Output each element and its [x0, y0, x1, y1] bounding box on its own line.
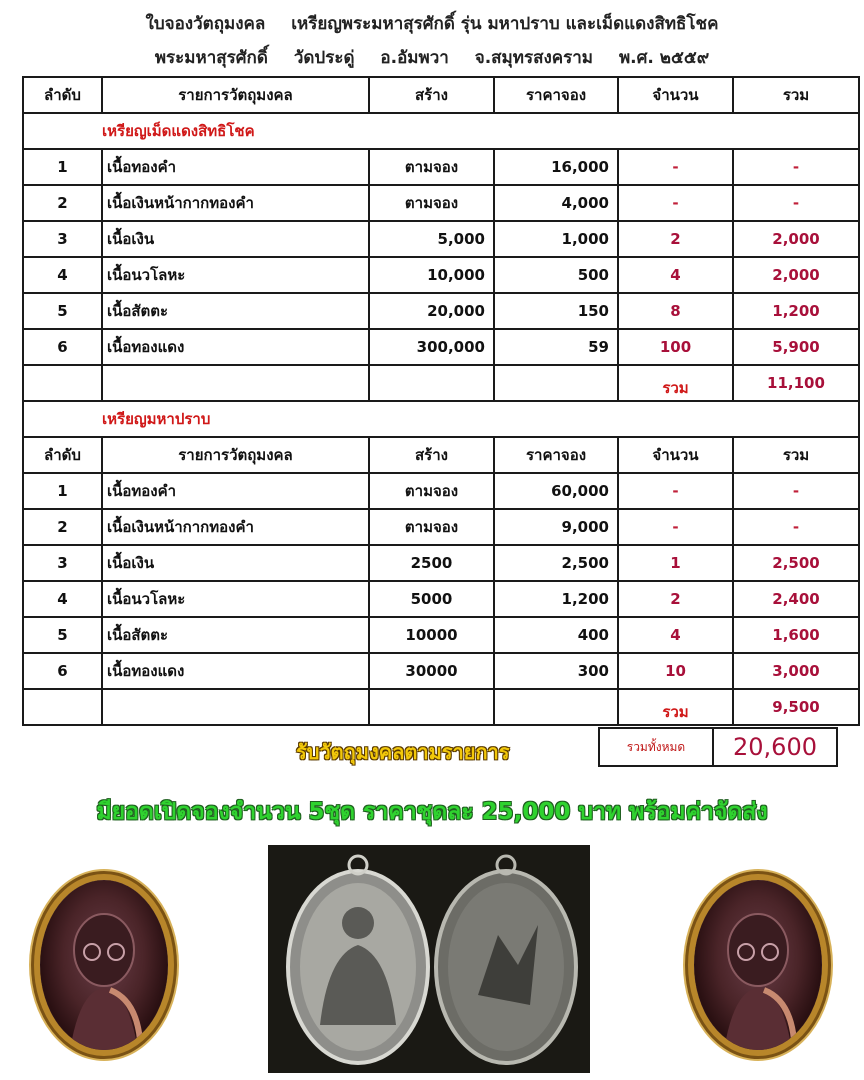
empty-cell: [102, 689, 369, 725]
row-price: 400: [494, 617, 618, 653]
row-made: ตามจอง: [369, 149, 494, 185]
table-header-row: [23, 77, 859, 113]
row-qty: -: [618, 185, 733, 221]
col-header-sum: รวม: [733, 437, 859, 473]
row-qty: 10: [618, 653, 733, 689]
grand-total-box: [598, 727, 838, 767]
table-row: [23, 617, 859, 653]
row-item: เนื้อทองคำ: [102, 473, 369, 509]
row-made: ตามจอง: [369, 185, 494, 221]
row-made: 10000: [369, 617, 494, 653]
monk-portrait-icon: [694, 880, 822, 1050]
row-sum: 3,000: [733, 653, 859, 689]
row-sum: 2,400: [733, 581, 859, 617]
row-sum: -: [733, 149, 859, 185]
row-made: ตามจอง: [369, 473, 494, 509]
promo-text: มียอดเปิดจองจำนวน 5ชุด ราคาชุดละ 25,000 บาท พร้อมค่าจัดส่ง: [96, 799, 768, 825]
row-price: 1,000: [494, 221, 618, 257]
col-header-no: ลำดับ: [23, 77, 102, 113]
table-row: [23, 221, 859, 257]
row-qty: 4: [618, 617, 733, 653]
form-subtitle: [0, 44, 864, 71]
table-row: [23, 293, 859, 329]
row-made: 20,000: [369, 293, 494, 329]
row-price: 9,000: [494, 509, 618, 545]
col-header-made: สร้าง: [369, 77, 494, 113]
grand-total-label: รวมทั้งหมด: [598, 727, 712, 767]
row-made: 300,000: [369, 329, 494, 365]
row-item: เนื้อนวโลหะ: [102, 581, 369, 617]
col-header-sum: รวม: [733, 77, 859, 113]
section-title-row: [23, 401, 859, 437]
section-title-row: [23, 113, 859, 149]
row-qty: -: [618, 473, 733, 509]
row-item: เนื้อเงิน: [102, 221, 369, 257]
subtotal-row: [23, 689, 859, 725]
table-row: [23, 257, 859, 293]
province-name: จ.สมุทรสงคราม: [474, 48, 594, 68]
col-header-qty: จำนวน: [618, 77, 733, 113]
row-sum: 1,600: [733, 617, 859, 653]
col-header-item: รายการวัตถุมงคล: [102, 77, 369, 113]
form-title-item: เหรียญพระมหาสุรศักดิ์ รุ่น มหาปราบ และเม็ดแดงสิทธิโชค: [291, 14, 719, 34]
subtotal-row: [23, 365, 859, 401]
row-qty: 4: [618, 257, 733, 293]
medal-photo: [268, 845, 590, 1073]
table-row: [23, 473, 859, 509]
row-no: 1: [23, 473, 102, 509]
empty-cell: [369, 365, 494, 401]
form-title-main: ใบจองวัตถุมงคล: [145, 14, 266, 34]
monk-portrait-icon: [40, 880, 168, 1050]
row-item: เนื้อสัตตะ: [102, 617, 369, 653]
row-price: 60,000: [494, 473, 618, 509]
row-qty: 2: [618, 581, 733, 617]
row-qty: 2: [618, 221, 733, 257]
row-made: 30000: [369, 653, 494, 689]
row-item: เนื้อสัตตะ: [102, 293, 369, 329]
amulet-photo-right: [694, 880, 822, 1050]
row-no: 6: [23, 329, 102, 365]
row-sum: -: [733, 185, 859, 221]
row-made: 5000: [369, 581, 494, 617]
row-sum: 2,500: [733, 545, 859, 581]
empty-cell: [23, 689, 102, 725]
row-price: 2,500: [494, 545, 618, 581]
row-item: เนื้อทองคำ: [102, 149, 369, 185]
row-item: เนื้อทองแดง: [102, 653, 369, 689]
medal-pair-icon: [268, 845, 590, 1073]
col-header-no: ลำดับ: [23, 437, 102, 473]
row-item: เนื้อนวโลหะ: [102, 257, 369, 293]
col-header-qty: จำนวน: [618, 437, 733, 473]
row-price: 59: [494, 329, 618, 365]
row-sum: -: [733, 509, 859, 545]
subtotal-value: 11,100: [733, 365, 859, 401]
table-row: [23, 545, 859, 581]
row-no: 5: [23, 293, 102, 329]
row-no: 3: [23, 221, 102, 257]
row-sum: 5,900: [733, 329, 859, 365]
row-qty: 8: [618, 293, 733, 329]
row-sum: 2,000: [733, 257, 859, 293]
row-made: 5,000: [369, 221, 494, 257]
row-item: เนื้อเงินหน้ากากทองคำ: [102, 509, 369, 545]
section-title: เหรียญเม็ดแดงสิทธิโชค: [23, 113, 859, 149]
row-no: 2: [23, 185, 102, 221]
row-made: 2500: [369, 545, 494, 581]
row-no: 3: [23, 545, 102, 581]
row-qty: 100: [618, 329, 733, 365]
row-qty: -: [618, 509, 733, 545]
table-row: [23, 509, 859, 545]
empty-cell: [23, 365, 102, 401]
row-sum: 2,000: [733, 221, 859, 257]
district-name: อ.อัมพวา: [380, 48, 449, 68]
row-price: 500: [494, 257, 618, 293]
empty-cell: [369, 689, 494, 725]
row-no: 1: [23, 149, 102, 185]
table-row: [23, 581, 859, 617]
empty-cell: [102, 365, 369, 401]
table-row: [23, 653, 859, 689]
row-no: 2: [23, 509, 102, 545]
col-header-item: รายการวัตถุมงคล: [102, 437, 369, 473]
row-no: 5: [23, 617, 102, 653]
row-item: เนื้อทองแดง: [102, 329, 369, 365]
order-table-1: [22, 76, 860, 726]
buddhist-year: พ.ศ. ๒๕๕๙: [618, 48, 710, 68]
row-price: 300: [494, 653, 618, 689]
form-title: [0, 10, 864, 37]
row-sum: 1,200: [733, 293, 859, 329]
empty-cell: [494, 365, 618, 401]
table-header-row: [23, 437, 859, 473]
row-qty: -: [618, 149, 733, 185]
row-item: เนื้อเงินหน้ากากทองคำ: [102, 185, 369, 221]
row-made: 10,000: [369, 257, 494, 293]
amulet-photo-left: [40, 880, 168, 1050]
row-price: 16,000: [494, 149, 618, 185]
subtotal-value: 9,500: [733, 689, 859, 725]
row-item: เนื้อเงิน: [102, 545, 369, 581]
temple-name: วัดประดู่: [293, 48, 355, 68]
monk-name: พระมหาสุรศักดิ์: [154, 48, 268, 68]
section-title: เหรียญมหาปราบ: [23, 401, 859, 437]
table-row: [23, 329, 859, 365]
row-price: 1,200: [494, 581, 618, 617]
row-no: 4: [23, 581, 102, 617]
table-row: [23, 149, 859, 185]
subtotal-label: รวม: [618, 365, 733, 401]
row-qty: 1: [618, 545, 733, 581]
col-header-price: ราคาจอง: [494, 437, 618, 473]
row-no: 4: [23, 257, 102, 293]
col-header-price: ราคาจอง: [494, 77, 618, 113]
col-header-made: สร้าง: [369, 437, 494, 473]
empty-cell: [494, 689, 618, 725]
subtotal-label: รวม: [618, 689, 733, 725]
row-no: 6: [23, 653, 102, 689]
grand-total-value: 20,600: [712, 727, 838, 767]
table-row: [23, 185, 859, 221]
row-made: ตามจอง: [369, 509, 494, 545]
row-sum: -: [733, 473, 859, 509]
row-price: 150: [494, 293, 618, 329]
row-price: 4,000: [494, 185, 618, 221]
receive-items-text: รับวัตถุมงคลตามรายการ: [296, 740, 510, 764]
